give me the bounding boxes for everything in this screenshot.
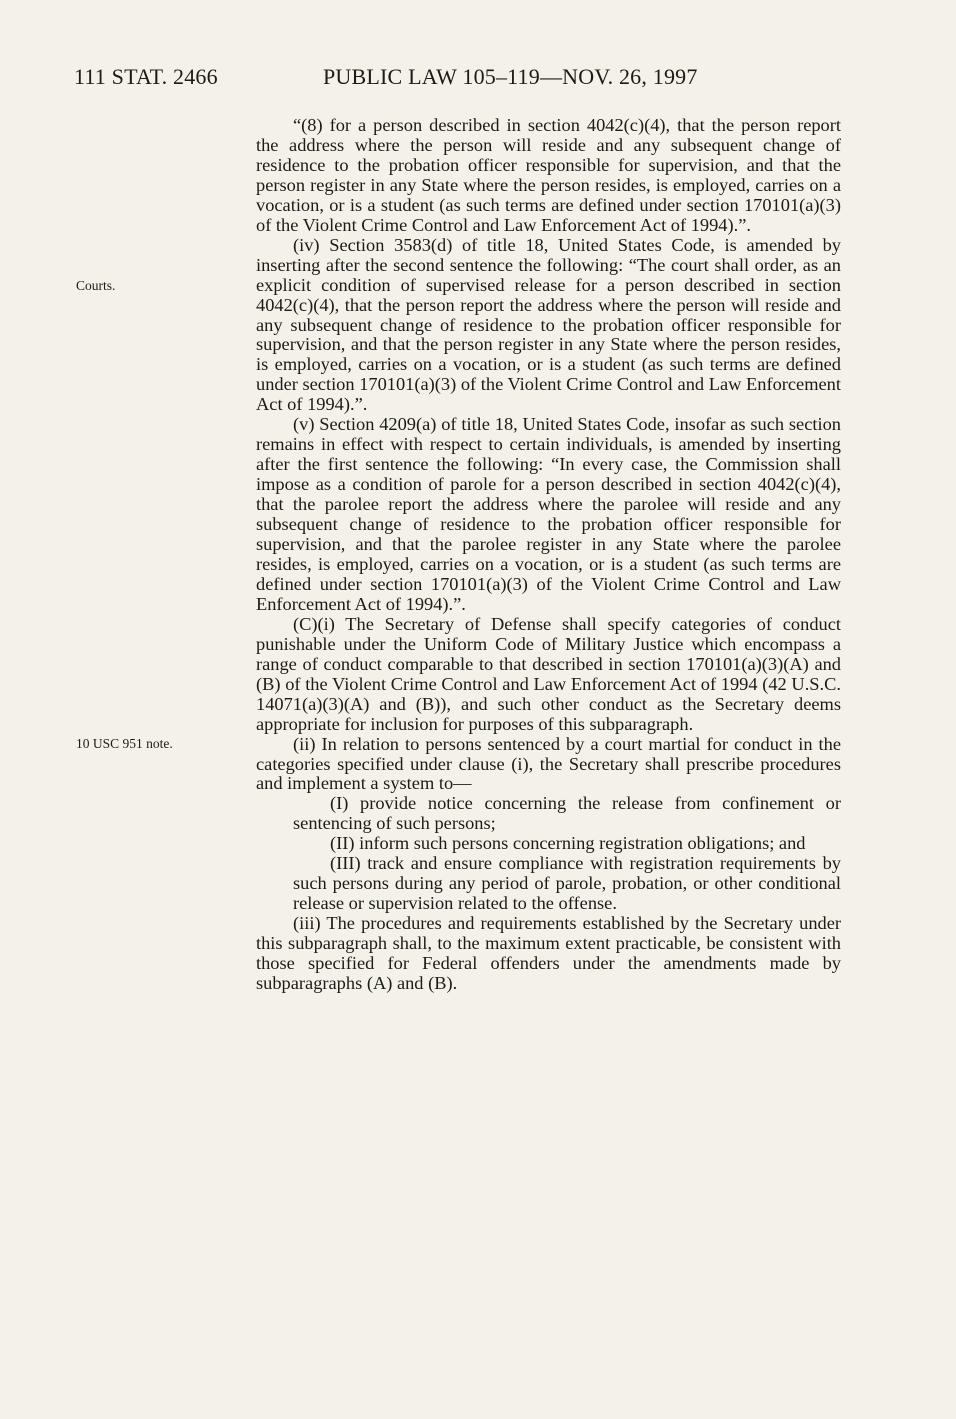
paragraph-c-i: (C)(i) The Secretary of Defense shall specify categories of conduct punishable under the Uniform Code of Military Justice which encompass a range of conduct comparable to that described in section 170101(a)(3)(A) and (B) of the Violent Crime Control and Law Enforcement Act of 1994 (42 U.S.C. 14071(a)(3)(A) and (B)), and such other conduct as the Secretary deems appropriate for inclusion for purposes of this subparagraph. bbox=[256, 613, 841, 734]
paragraph-v: (v) Section 4209(a) of title 18, United States Code, insofar as such section remains in effect with respect to certain individuals, is amended by inserting after the first sentence the following: “In every case, the Commission shall impose as a condition of parole for a person described in section 4042(c)(4), that the parolee report the address where the parolee will reside and any subsequent change of residence to the probation officer responsible for supervision, and that the parolee register in any State where the parolee resides, is employed, carries on a vocation, or is a student (as such terms are defined under section 170101(a)(3) of the Violent Crime Control and Law Enforcement Act of 1994).”. bbox=[256, 414, 841, 614]
public-law-header: PUBLIC LAW 105–119—NOV. 26, 1997 bbox=[323, 64, 698, 89]
paragraph-ii: (ii) In relation to persons sentenced by a court martial for conduct in the categories specified under clause (i), the Secretary shall prescribe procedures and implement a system to— bbox=[256, 733, 841, 794]
margin-note-courts: Courts. bbox=[76, 278, 116, 293]
subclause-I: (I) provide notice concerning the release from confinement or sentencing of such persons; bbox=[293, 793, 841, 834]
statute-page-number: 111 STAT. 2466 bbox=[74, 64, 218, 89]
paragraph-8: “(8) for a person described in section 4042(c)(4), that the person report the address where the person will reside and any subsequent change of residence to the probation officer responsible for supervision, and that the person register in any State where the person resides, is employed, carries on a vocation, or is a student (as such terms are defined under section 170101(a)(3) of the Violent Crime Control and Law Enforcement Act of 1994).”. bbox=[256, 115, 841, 235]
margin-note-usc: 10 USC 951 note. bbox=[76, 736, 173, 751]
subclause-II: (II) inform such persons concerning registration obligations; and bbox=[330, 833, 806, 854]
body-text bbox=[256, 116, 841, 994]
subclause-III: (III) track and ensure compliance with registration requirements by such persons during any period of parole, probation, or other conditional release or supervision related to the offense. bbox=[293, 853, 841, 914]
paragraph-iii: (iii) The procedures and requirements established by the Secretary under this subparagraph shall, to the maximum extent practicable, be consistent with those specified for Federal offenders under the amendments made by subparagraphs (A) and (B). bbox=[256, 913, 841, 993]
paragraph-iv: (iv) Section 3583(d) of title 18, United States Code, is amended by inserting after the second sentence the following: “The court shall order, as an explicit condition of supervised release for a person described in section 4042(c)(4), that the person report the address where the person will reside and any subsequent change of residence to the probation officer responsible for supervision, and that the person register in any State where the person resides, is employed, carries on a vocation, or is a student (as such terms are defined under section 170101(a)(3) of the Violent Crime Control and Law Enforcement Act of 1994).”. bbox=[256, 234, 841, 415]
